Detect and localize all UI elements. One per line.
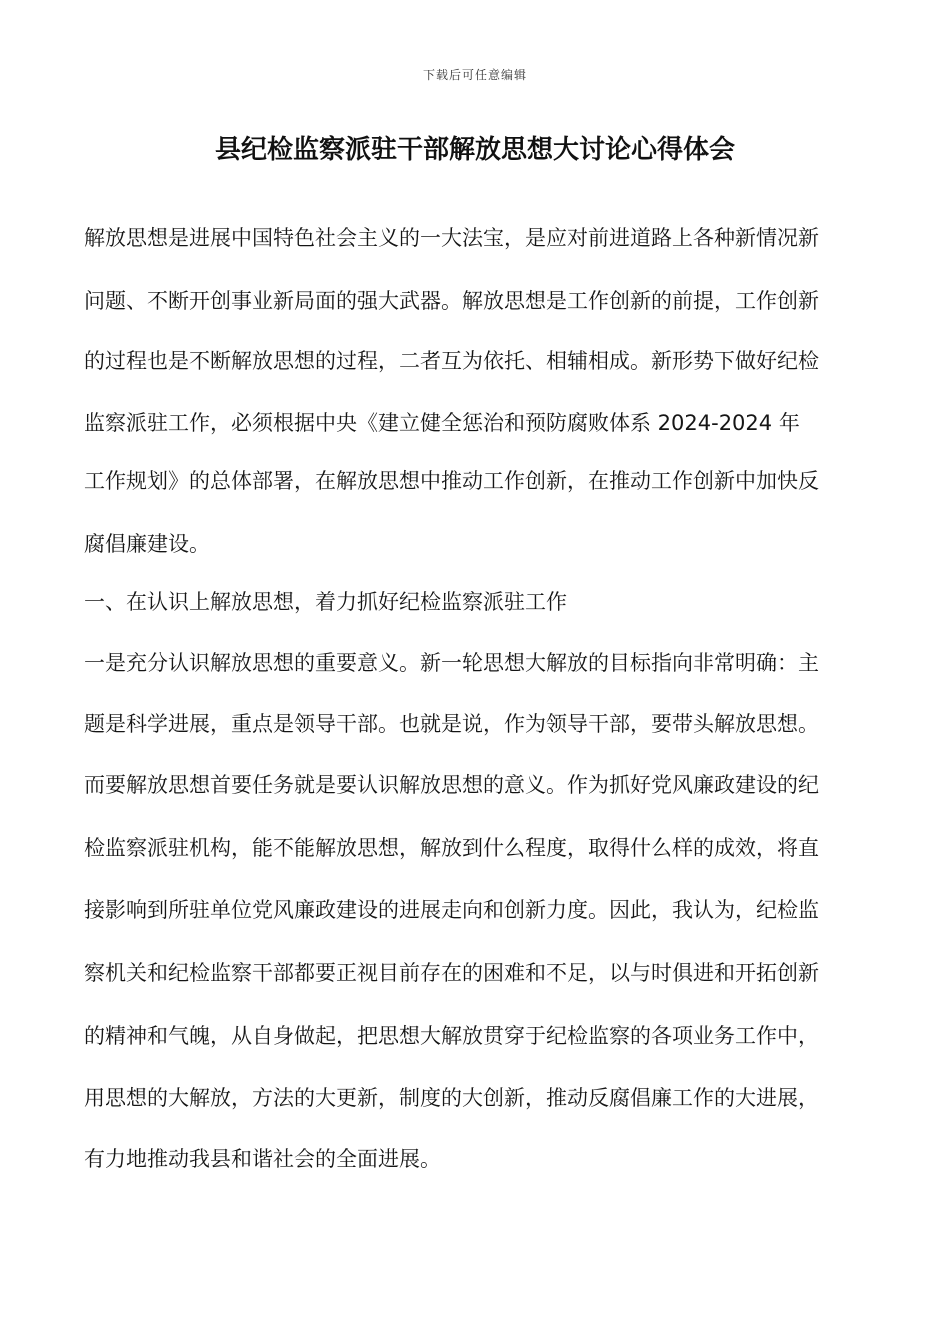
body-line: 而要解放思想首要任务就是要认识解放思想的意义。作为抓好党风廉政建设的纪	[84, 773, 819, 797]
body-line: 检监察派驻机构，能不能解放思想，解放到什么程度，取得什么样的成效，将直	[84, 836, 819, 860]
body-line: 问题、不断开创事业新局面的强大武器。解放思想是工作创新的前提，工作创新	[84, 289, 819, 313]
body-line: 监察派驻工作，必须根据中央《建立健全惩治和预防腐败体系 2024-2024 年	[84, 411, 800, 435]
section-heading: 一、在认识上解放思想，着力抓好纪检监察派驻工作	[84, 590, 567, 614]
body-line: 一是充分认识解放思想的重要意义。新一轮思想大解放的目标指向非常明确：主	[84, 651, 819, 675]
body-line: 解放思想是进展中国特色社会主义的一大法宝，是应对前进道路上各种新情况新	[84, 226, 819, 250]
body-line: 的精神和气魄，从自身做起，把思想大解放贯穿于纪检监察的各项业务工作中，	[84, 1024, 819, 1048]
header-note: 下载后可任意编辑	[422, 68, 527, 82]
document-title: 县纪检监察派驻干部解放思想大讨论心得体会	[214, 135, 735, 165]
body-line: 的过程也是不断解放思想的过程，二者互为依托、相辅相成。新形势下做好纪检	[84, 349, 819, 373]
body-line: 用思想的大解放，方法的大更新，制度的大创新，推动反腐倡廉工作的大进展，	[84, 1086, 819, 1110]
body-line: 题是科学进展，重点是领导干部。也就是说，作为领导干部，要带头解放思想。	[84, 712, 819, 736]
body-line: 接影响到所驻单位党风廉政建设的进展走向和创新力度。因此，我认为，纪检监	[84, 898, 819, 922]
body-line: 察机关和纪检监察干部都要正视目前存在的困难和不足，以与时俱进和开拓创新	[84, 961, 819, 985]
body-line: 有力地推动我县和谐社会的全面进展。	[84, 1147, 441, 1171]
body-line: 腐倡廉建设。	[84, 532, 210, 556]
body-line: 工作规划》的总体部署，在解放思想中推动工作创新，在推动工作创新中加快反	[84, 469, 819, 493]
